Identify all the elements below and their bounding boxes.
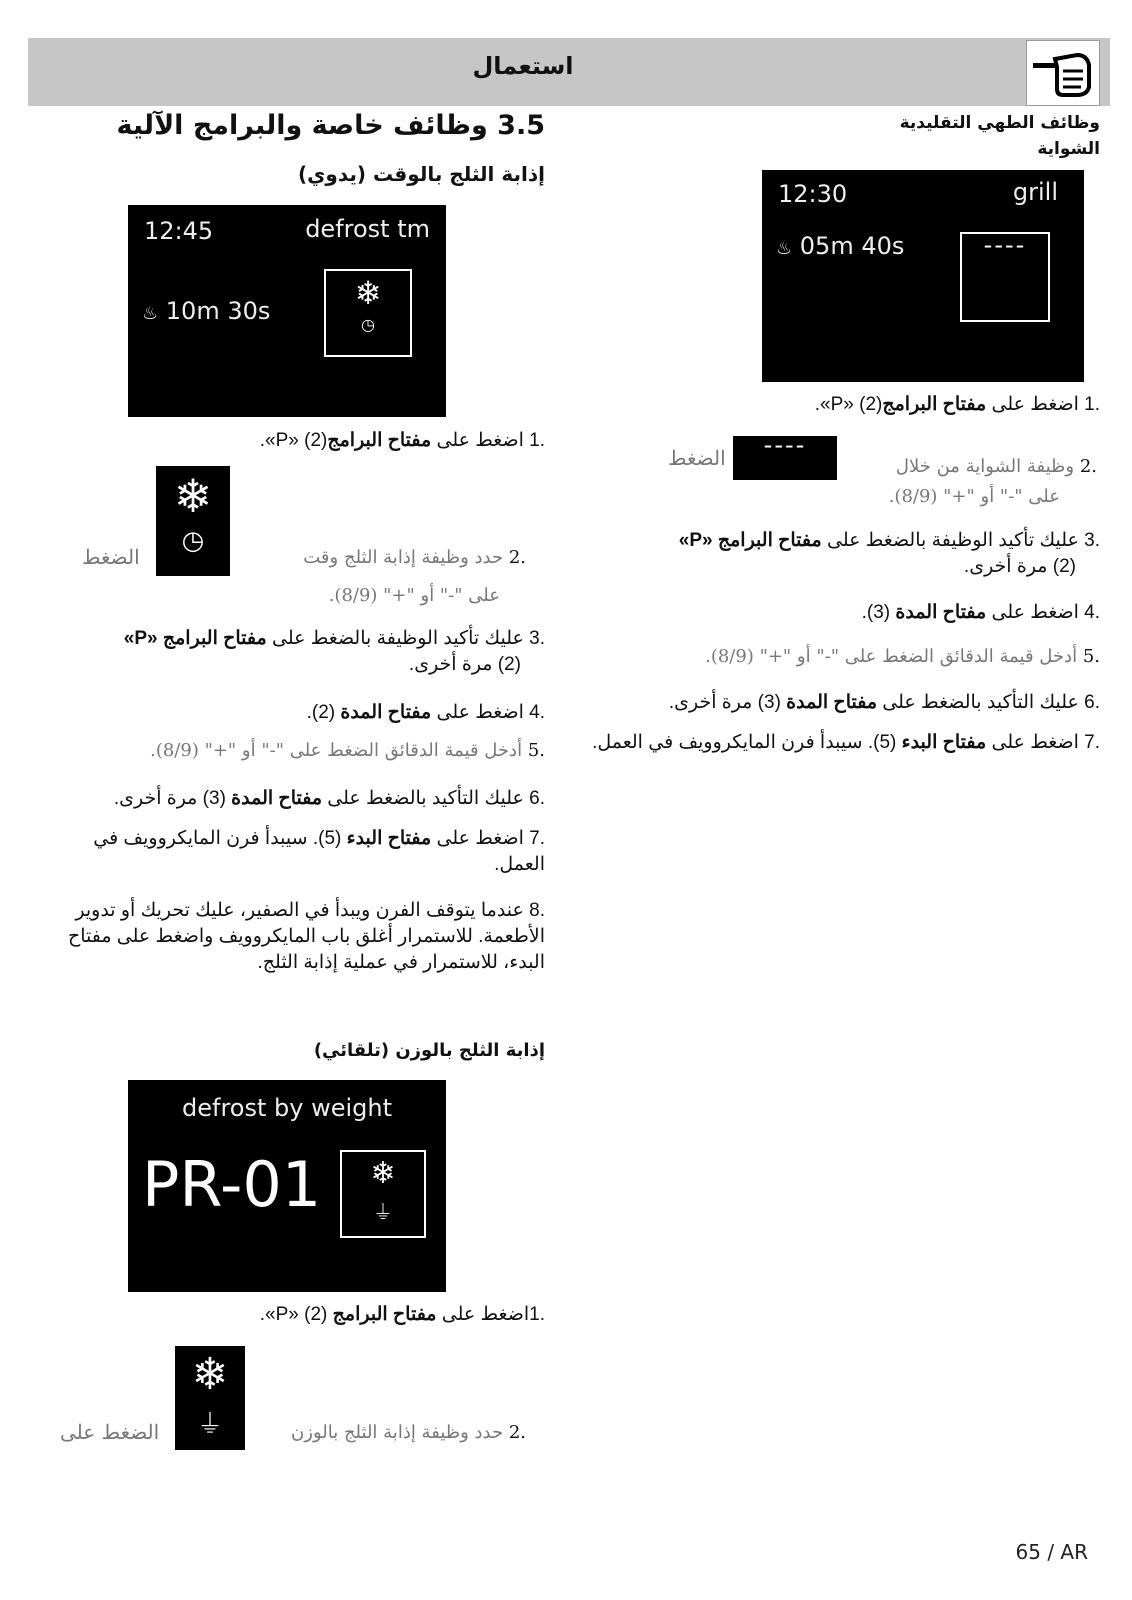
snowflake-icon: ❄ bbox=[354, 274, 382, 312]
steam-icon: ♨ bbox=[776, 238, 793, 259]
step-6: .6 عليك التأكيد بالضغط على مفتاح المدة (3) مرة أخرى. bbox=[113, 788, 545, 809]
weight-icon: ⏚ bbox=[373, 1200, 393, 1224]
clock-icon: ◷ bbox=[361, 315, 375, 334]
display-duration-row bbox=[142, 297, 270, 325]
timed-defrost-title: إذابة الثلج بالوقت (يدوي) bbox=[297, 162, 545, 186]
defrost-weight-mini-icon bbox=[175, 1346, 245, 1450]
step-2-text-b: الضغط bbox=[82, 545, 140, 569]
grill-title: الشواية bbox=[1037, 139, 1100, 159]
page-header-title: استعمال bbox=[472, 52, 574, 80]
step-8: .8 عندما يتوقف الفرن ويبدأ في الصفير، عليك تحريك أو تدوير الأطعمة. للاستمرار أغلق باب المايكروويف واضغط على مفتاح البدء، للاستمرار في عملية إذابة الثلج. bbox=[67, 900, 545, 973]
clock-icon: ◷ bbox=[181, 526, 205, 556]
defrost-time-mini-icon bbox=[156, 466, 230, 576]
display-program: PR-01 bbox=[142, 1148, 322, 1221]
weight-icon: ⏚ bbox=[196, 1410, 223, 1440]
grill-step-7: .7 اضغط على مفتاح البدء (5). سيبدأ فرن المايكروويف في العمل. bbox=[592, 732, 1100, 753]
step-5: .5 أدخل قيمة الدقائق الضغط على "-" أو "+" (8/9). bbox=[150, 740, 545, 761]
display-label: defrost by weight bbox=[182, 1094, 392, 1122]
snowflake-icon: ❄ bbox=[173, 469, 213, 523]
page-number: 65 / AR bbox=[1015, 1540, 1088, 1564]
step-3: .3 عليك تأكيد الوظيفة بالضغط على مفتاح البرامج «P» (2) مرة أخرى. bbox=[123, 628, 545, 675]
pointing-hand-icon bbox=[1026, 40, 1100, 106]
display-time: 12:45 bbox=[144, 217, 214, 245]
snowflake-icon: ❄ bbox=[191, 1349, 229, 1400]
grill-step-2-text-b: الضغط bbox=[668, 446, 726, 470]
weight-step-2-text-b: الضغط على bbox=[60, 1420, 160, 1444]
step-2-text-a: .2 حدد وظيفة إذابة الثلج وقت bbox=[303, 547, 526, 568]
step-2-text-c: على "-" أو "+" (8/9). bbox=[328, 585, 500, 606]
defrost-weight-display bbox=[128, 1080, 446, 1292]
weight-step-2-text-a: .2 حدد وظيفة إذابة الثلج بالوزن bbox=[291, 1422, 526, 1443]
weight-defrost-title: إذابة الثلج بالوزن (تلقائي) bbox=[313, 1040, 545, 1061]
weight-step-1: .1اضغط على مفتاح البرامج (2) «P». bbox=[259, 1304, 545, 1325]
grill-element-icon: ---- bbox=[763, 431, 807, 459]
defrost-time-symbol bbox=[324, 269, 412, 357]
step-1: .1 اضغط على مفتاح البرامج(2) «P». bbox=[259, 430, 545, 451]
display-duration-row bbox=[776, 232, 904, 260]
defrost-weight-symbol bbox=[340, 1150, 426, 1238]
grill-step-6: .6 عليك التأكيد بالضغط على مفتاح المدة (3) مرة أخرى. bbox=[668, 692, 1100, 713]
step-7: .7 اضغط على مفتاح البدء (5). سيبدأ فرن المايكروويف في العمل. bbox=[93, 828, 545, 875]
steam-icon: ♨ bbox=[142, 303, 159, 324]
grill-symbol bbox=[960, 232, 1050, 322]
display-time: 12:30 bbox=[778, 180, 848, 208]
defrost-time-display bbox=[128, 205, 446, 417]
grill-element-icon: ---- bbox=[983, 231, 1027, 259]
section-title: 3.5 وظائف خاصة والبرامج الآلية bbox=[116, 110, 545, 141]
grill-step-2-text-a: .2 وظيفة الشواية من خلال bbox=[895, 456, 1097, 477]
display-duration: 10m 30s bbox=[165, 297, 271, 325]
grill-step-3: .3 عليك تأكيد الوظيفة بالضغط على مفتاح البرامج «P» (2) مرة أخرى. bbox=[678, 530, 1100, 577]
display-mode: defrost tm bbox=[305, 215, 430, 243]
display-duration: 05m 40s bbox=[799, 232, 905, 260]
grill-step-2-text-c: على "-" أو "+" (8/9). bbox=[888, 486, 1060, 507]
traditional-cooking-title: وظائف الطهي التقليدية bbox=[899, 113, 1100, 133]
step-4: .4 اضغط على مفتاح المدة (2). bbox=[306, 702, 545, 723]
display-mode: grill bbox=[1012, 178, 1058, 206]
grill-step-5: .5 أدخل قيمة الدقائق الضغط على "-" أو "+" (8/9). bbox=[705, 646, 1100, 667]
grill-step-1: .1 اضغط على مفتاح البرامج(2) «P». bbox=[814, 394, 1100, 415]
grill-step-4: .4 اضغط على مفتاح المدة (3). bbox=[861, 602, 1100, 623]
grill-mini-icon bbox=[733, 431, 837, 480]
grill-display bbox=[762, 170, 1084, 382]
snowflake-icon: ❄ bbox=[370, 1156, 396, 1191]
